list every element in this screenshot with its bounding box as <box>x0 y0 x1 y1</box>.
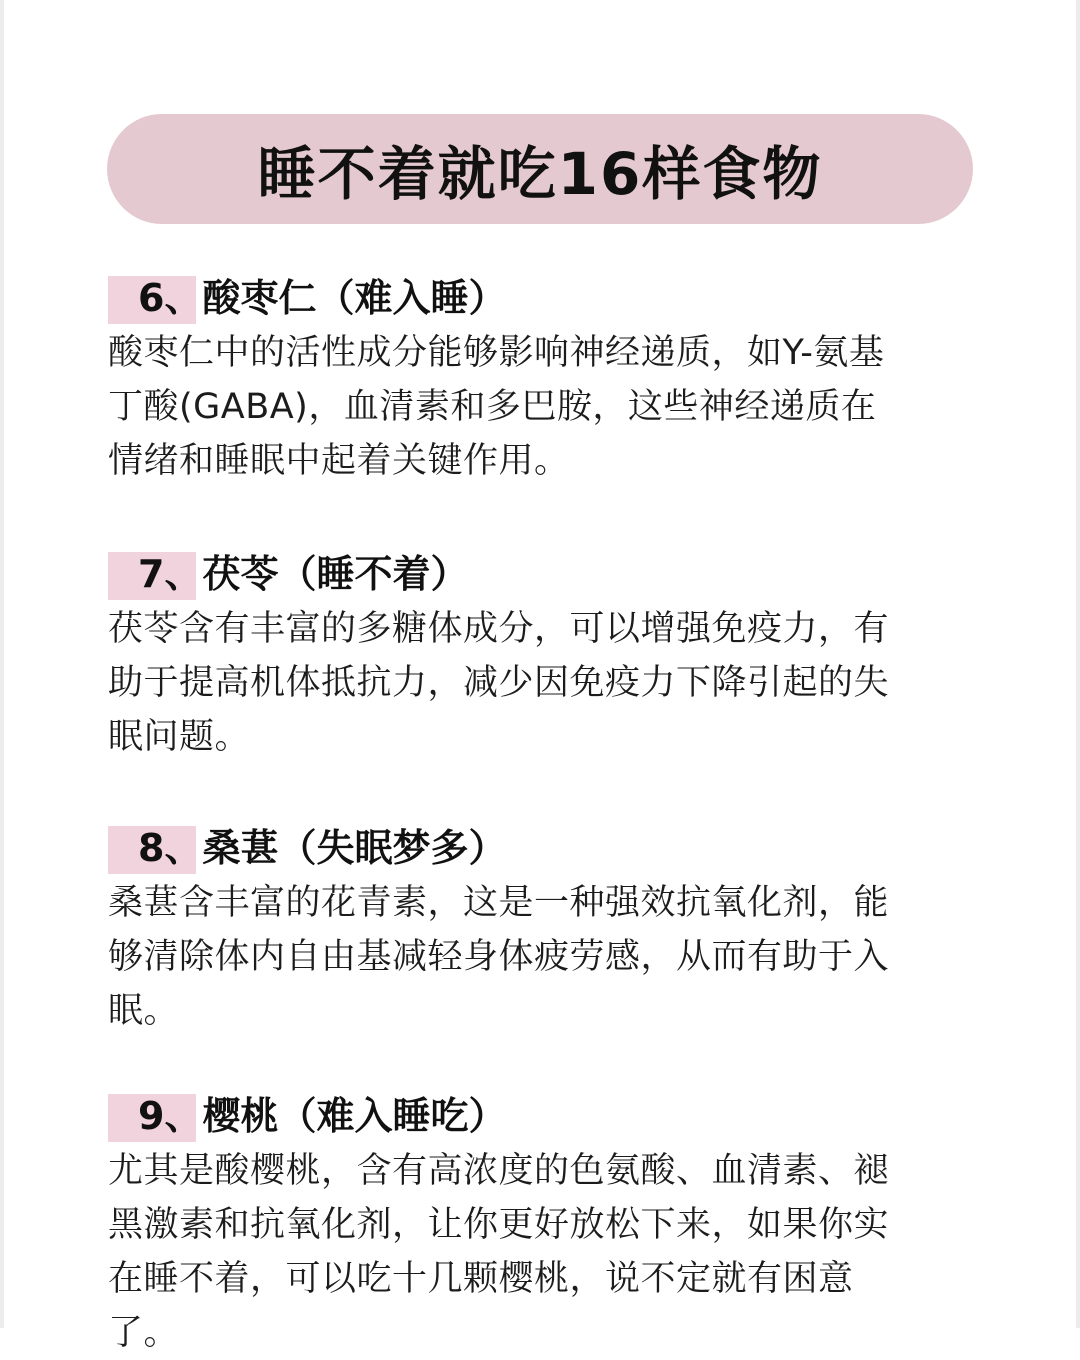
body-line: 丁酸(GABA)，血清素和多巴胺，这些神经递质在 <box>108 387 877 427</box>
body-line: 助于提高机体抵抗力，减少因免疫力下降引起的失 <box>108 663 890 703</box>
left-edge-shadow <box>0 0 4 1328</box>
body-line: 酸枣仁中的活性成分能够影响神经递质，如Y-氨基 <box>108 333 885 373</box>
section-heading: 6、酸枣仁（难入睡） <box>138 276 507 320</box>
right-edge-shadow <box>1076 0 1080 1328</box>
section-body <box>108 326 978 488</box>
body-line: 了。 <box>108 1313 180 1353</box>
body-line: 够清除体内自由基减轻身体疲劳感，从而有助于入 <box>108 937 890 977</box>
section-heading: 8、桑葚（失眠梦多） <box>138 826 507 870</box>
section-heading-row <box>108 1088 978 1144</box>
section-heading-row <box>108 820 978 876</box>
body-line: 茯苓含有丰富的多糖体成分，可以增强免疫力，有 <box>108 609 890 649</box>
section-body <box>108 602 978 764</box>
body-line: 眠问题。 <box>108 717 251 757</box>
body-line: 情绪和睡眠中起着关键作用。 <box>108 441 570 481</box>
body-line: 桑葚含丰富的花青素，这是一种强效抗氧化剂，能 <box>108 883 890 923</box>
food-section-7 <box>108 546 978 764</box>
body-line: 黑激素和抗氧化剂，让你更好放松下来，如果你实 <box>108 1205 890 1245</box>
food-section-8 <box>108 820 978 1038</box>
page-title: 睡不着就吃16样食物 <box>257 140 823 208</box>
section-heading-row <box>108 270 978 326</box>
section-heading: 9、樱桃（难入睡吃） <box>138 1094 507 1138</box>
title-banner <box>107 114 973 224</box>
section-heading-row <box>108 546 978 602</box>
food-section-6 <box>108 270 978 488</box>
body-line: 在睡不着，可以吃十几颗樱桃，说不定就有困意 <box>108 1259 854 1299</box>
food-section-9 <box>108 1088 978 1360</box>
body-line: 眠。 <box>108 991 180 1031</box>
section-body <box>108 876 978 1038</box>
body-line: 尤其是酸樱桃，含有高浓度的色氨酸、血清素、褪 <box>108 1151 890 1191</box>
section-heading: 7、茯苓（睡不着） <box>138 552 469 596</box>
